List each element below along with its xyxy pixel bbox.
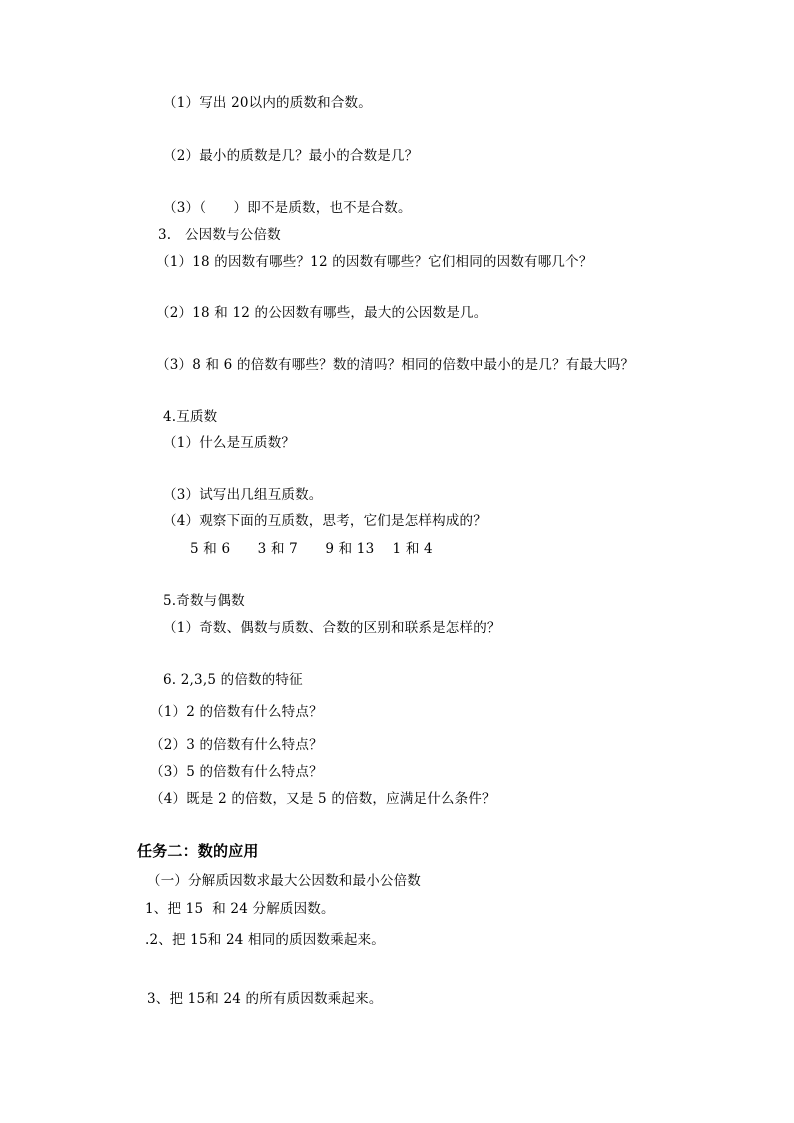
question-3-1: （1）18 的因数有哪些？12 的因数有哪些？它们相同的因数有哪几个？ — [156, 254, 593, 270]
question-6-2: （2）3 的倍数有什么特点？ — [150, 737, 323, 753]
task-2-subheading: （一）分解质因数求最大公因数和最小公倍数 — [147, 873, 421, 889]
question-3-2: （2）18 和 12 的公因数有哪些，最大的公因数是几。 — [156, 305, 488, 321]
question-6-4: （4）既是 2 的倍数，又是 5 的倍数，应满足什么条件？ — [150, 791, 496, 807]
question-6-1: （1）2 的倍数有什么特点？ — [150, 704, 323, 720]
question-1-1: （1）写出 20以内的质数和合数。 — [163, 95, 372, 111]
step-3: 3、把 15和 24 的所有质因数乘起来。 — [147, 991, 383, 1007]
step-1: 1、把 15 和 24 分解质因数。 — [145, 901, 335, 917]
question-1-3: （3）（ ）即不是质数，也不是合数。 — [163, 200, 412, 216]
question-4-3: （3）试写出几组互质数。 — [163, 487, 323, 503]
section-6-title: 6. 2,3,5 的倍数的特征 — [163, 672, 303, 688]
task-2-heading: 任务二：数的应用 — [137, 842, 259, 860]
question-1-2: （2）最小的质数是几？最小的合数是几？ — [163, 148, 419, 164]
question-4-1: （1）什么是互质数？ — [163, 435, 296, 451]
step-2: .2、把 15和 24 相同的质因数乘起来。 — [145, 932, 386, 948]
question-4-4: （4）观察下面的互质数，思考，它们是怎样构成的？ — [163, 513, 487, 529]
question-3-3: （3）8 和 6 的倍数有哪些？数的清吗？相同的倍数中最小的是几？有最大吗？ — [156, 357, 635, 373]
section-3-title: 3. 公因数与公倍数 — [158, 227, 281, 243]
question-6-3: （3）5 的倍数有什么特点？ — [150, 764, 323, 780]
section-4-title: 4.互质数 — [163, 409, 218, 425]
coprime-pairs: 5 和 6 3 和 7 9 和 13 1 和 4 — [190, 541, 433, 557]
question-5-1: （1）奇数、偶数与质数、合数的区别和联系是怎样的？ — [163, 620, 501, 636]
section-5-title: 5.奇数与偶数 — [163, 593, 245, 609]
